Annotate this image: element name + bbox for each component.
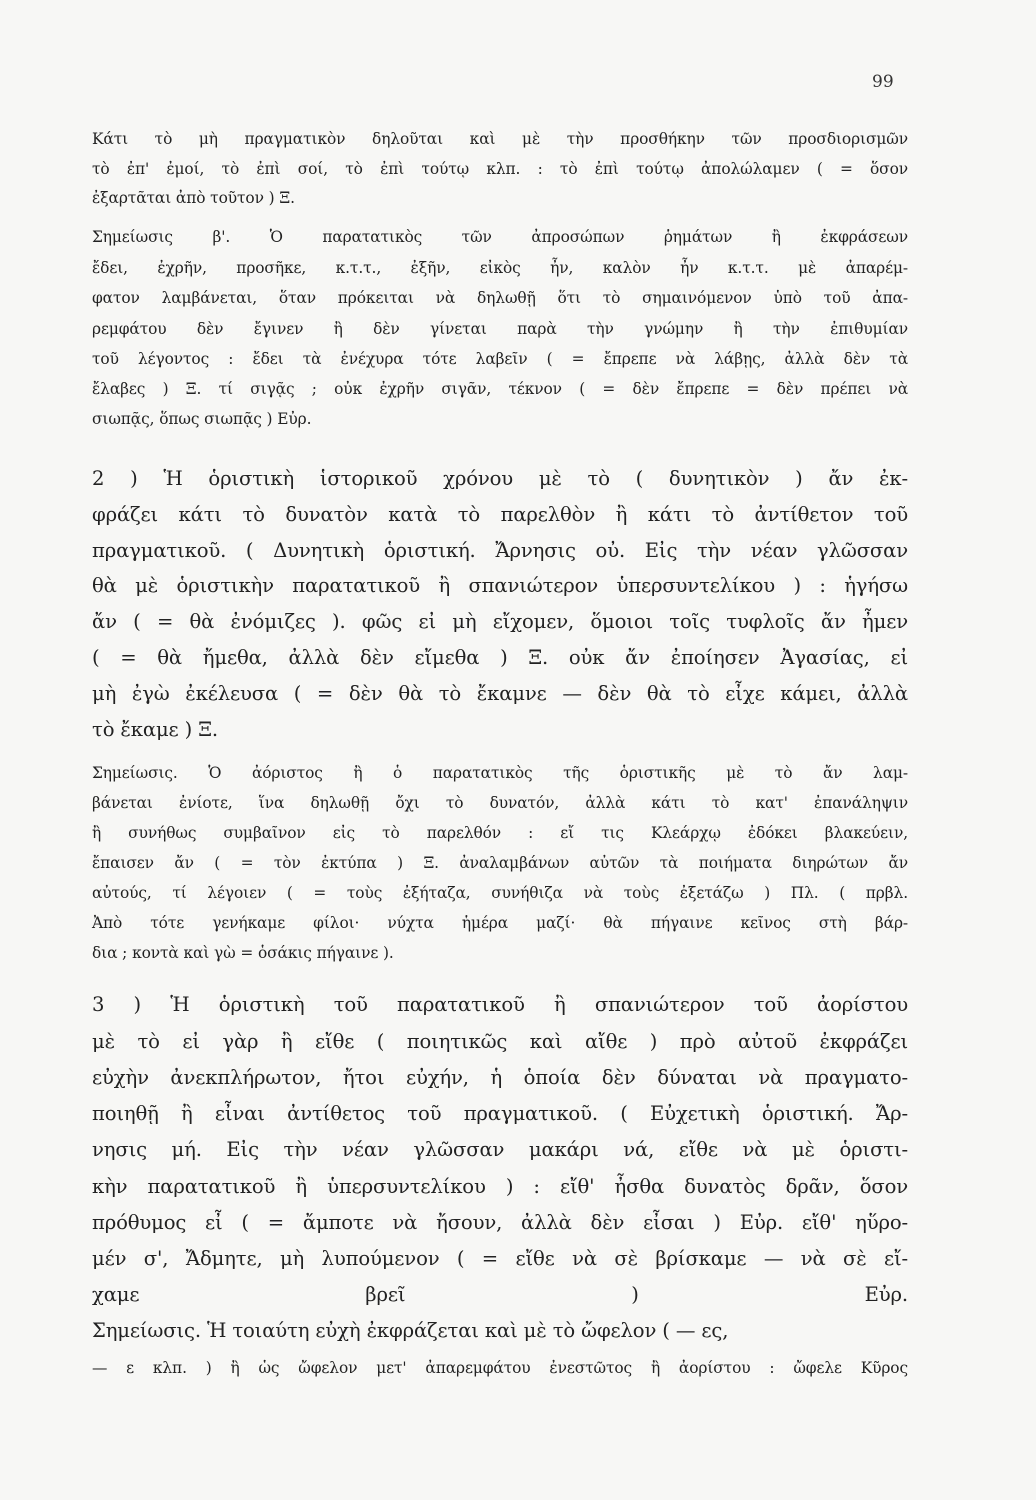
text-line: ἄν ( = θὰ ἐνόμιζες ). φῶς εἰ μὴ εἴχομεν, ὅμοιοι τοῖς τυφλοῖς ἄν ἦμεν [92,610,908,633]
text-line: ἔλαβες ) Ξ. τί σιγᾷς ; οὐκ ἐχρῆν σιγᾶν, τέκνον ( = δὲν ἔπρεπε = δὲν πρέπει νὰ [92,380,908,398]
text-line: χαμε βρεῖ ) Εὐρ. [92,1283,908,1306]
text-line: φατον λαμβάνεται, ὅταν πρόκειται νὰ δηλωθῇ ὅτι τὸ σημαινόμενον ὑπὸ τοῦ ἀπα- [92,289,908,307]
text-line: θὰ μὲ ὁριστικὴν παρατατικοῦ ἢ σπανιώτερον ὑπερσυντελίκου ) : ἡγήσω [92,574,908,597]
text-line: ρεμφάτου δὲν ἔγινεν ἢ δὲν γίνεται παρὰ τὴν γνώμην ἢ τὴν ἐπιθυμίαν [92,320,908,338]
text-line: εὐχὴν ἀνεκπλήρωτον, ἤτοι εὐχήν, ἡ ὁποία δὲν δύναται νὰ πραγματο- [92,1066,908,1089]
text-line: ποιηθῇ ἢ εἶναι ἀντίθετος τοῦ πραγματικοῦ. ( Εὐχετικὴ ὁριστική. Ἄρ- [92,1102,908,1125]
text-line: σιωπᾷς, ὅπως σιωπᾷς ) Εὐρ. [92,410,312,428]
text-line: νησις μή. Εἰς τὴν νέαν γλῶσσαν μακάρι νά, εἴθε νὰ μὲ ὁριστι- [92,1138,908,1161]
text-line: 3 ) Ἡ ὁριστικὴ τοῦ παρατατικοῦ ἢ σπανιώτερον τοῦ ἀορίστου [92,993,908,1016]
text-line: 2 ) Ἡ ὁριστικὴ ἱστορικοῦ χρόνου μὲ τὸ ( δυνητικὸν ) ἄν ἐκ- [92,467,908,490]
text-line: ἔδει, ἐχρῆν, προσῆκε, κ.τ.τ., ἐξῆν, εἰκὸς ἦν, καλὸν ἦν κ.τ.τ. μὲ ἀπαρέμ- [92,259,908,277]
text-line: ἔπαισεν ἄν ( = τὸν ἐκτύπα ) Ξ. ἀναλαμβάνων αὐτῶν τὰ ποιήματα διηρώτων ἄν [92,854,908,872]
text-line: αὐτούς, τί λέγοιεν ( = τοὺς ἐξήταζα, συνήθιζα νὰ τοὺς ἐξετάζω ) Πλ. ( πρβλ. [92,884,908,902]
text-line: φράζει κάτι τὸ δυνατὸν κατὰ τὸ παρελθὸν ἢ κάτι τὸ ἀντίθετον τοῦ [92,503,908,526]
text-line: τὸ ἐπ' ἐμοί, τὸ ἐπὶ σοί, τὸ ἐπὶ τούτῳ κλπ. : τὸ ἐπὶ τούτῳ ἀπολώλαμεν ( = ὅσον [92,160,908,178]
text-line: ἢ συνήθως συμβαῖνον εἰς τὸ παρελθόν : εἴ τις Κλεάρχῳ ἐδόκει βλακεύειν, [92,824,908,842]
text-line: μὴ ἐγὼ ἐκέλευσα ( = δὲν θὰ τὸ ἔκαμνε — δὲν θὰ τὸ εἶχε κάμει, ἀλλὰ [92,682,908,705]
text-line: μέν σ', Ἄδμητε, μὴ λυπούμενον ( = εἴθε νὰ σὲ βρίσκαμε — νὰ σὲ εἴ- [92,1247,908,1270]
text-line: βάνεται ἐνίοτε, ἵνα δηλωθῇ ὄχι τὸ δυνατόν, ἀλλὰ κάτι τὸ κατ' ἐπανάληψιν [92,794,908,812]
text-line: Σημείωσις. Ὁ ἀόριστος ἢ ὁ παρατατικὸς τῆς ὁριστικῆς μὲ τὸ ἄν λαμ- [92,764,908,782]
text-line: κὴν παρατατικοῦ ἢ ὑπερσυντελίκου ) : εἴθ' ἦσθα δυνατὸς δρᾶν, ὅσον [92,1175,908,1198]
text-line: δια ; κοντὰ καὶ γὼ = ὁσάκις πήγαινε ). [92,944,394,962]
text-line: ἐξαρτᾶται ἀπὸ τοῦτον ) Ξ. [92,189,295,207]
text-line: Ἀπὸ τότε γενήκαμε φίλοι· νύχτα ἡμέρα μαζί· θὰ πήγαινε κεῖνος στὴ βάρ- [92,914,908,932]
text-line: τοῦ λέγοντος : ἔδει τὰ ἐνέχυρα τότε λαβεῖν ( = ἔπρεπε νὰ λάβῃς, ἀλλὰ δὲν τὰ [92,350,908,368]
text-line: ( = θὰ ἤμεθα, ἀλλὰ δὲν εἴμεθα ) Ξ. οὐκ ἄν ἐποίησεν Ἀγασίας, εἰ [92,646,908,669]
text-line: Σημείωσις β'. Ὁ παρατατικὸς τῶν ἀπροσώπων ῥημάτων ἢ ἐκφράσεων [92,228,908,246]
text-line: μὲ τὸ εἰ γὰρ ἢ εἴθε ( ποιητικῶς καὶ αἴθε ) πρὸ αὐτοῦ ἐκφράζει [92,1030,908,1053]
text-line: πρόθυμος εἶ ( = ἄμποτε νὰ ἤσουν, ἀλλὰ δὲν εἶσαι ) Εὐρ. εἴθ' ηὕρο- [92,1211,908,1234]
text-line: Σημείωσις. Ἡ τοιαύτη εὐχὴ ἐκφράζεται καὶ μὲ τὸ ὤφελον ( — ες, [92,1319,729,1342]
text-line: πραγματικοῦ. ( Δυνητικὴ ὁριστική. Ἄρνησις οὐ. Εἰς τὴν νέαν γλῶσσαν [92,539,908,562]
page-number: 99 [872,72,894,92]
text-line: Κάτι τὸ μὴ πραγματικὸν δηλοῦται καὶ μὲ τὴν προσθήκην τῶν προσδιορισμῶν [92,130,908,148]
text-line: τὸ ἔκαμε ) Ξ. [92,718,218,741]
text-line: — ε κλπ. ) ἢ ὡς ὤφελον μετ' ἀπαρεμφάτου ἐνεστῶτος ἢ ἀορίστου : ὤφελε Κῦρος [92,1359,908,1377]
